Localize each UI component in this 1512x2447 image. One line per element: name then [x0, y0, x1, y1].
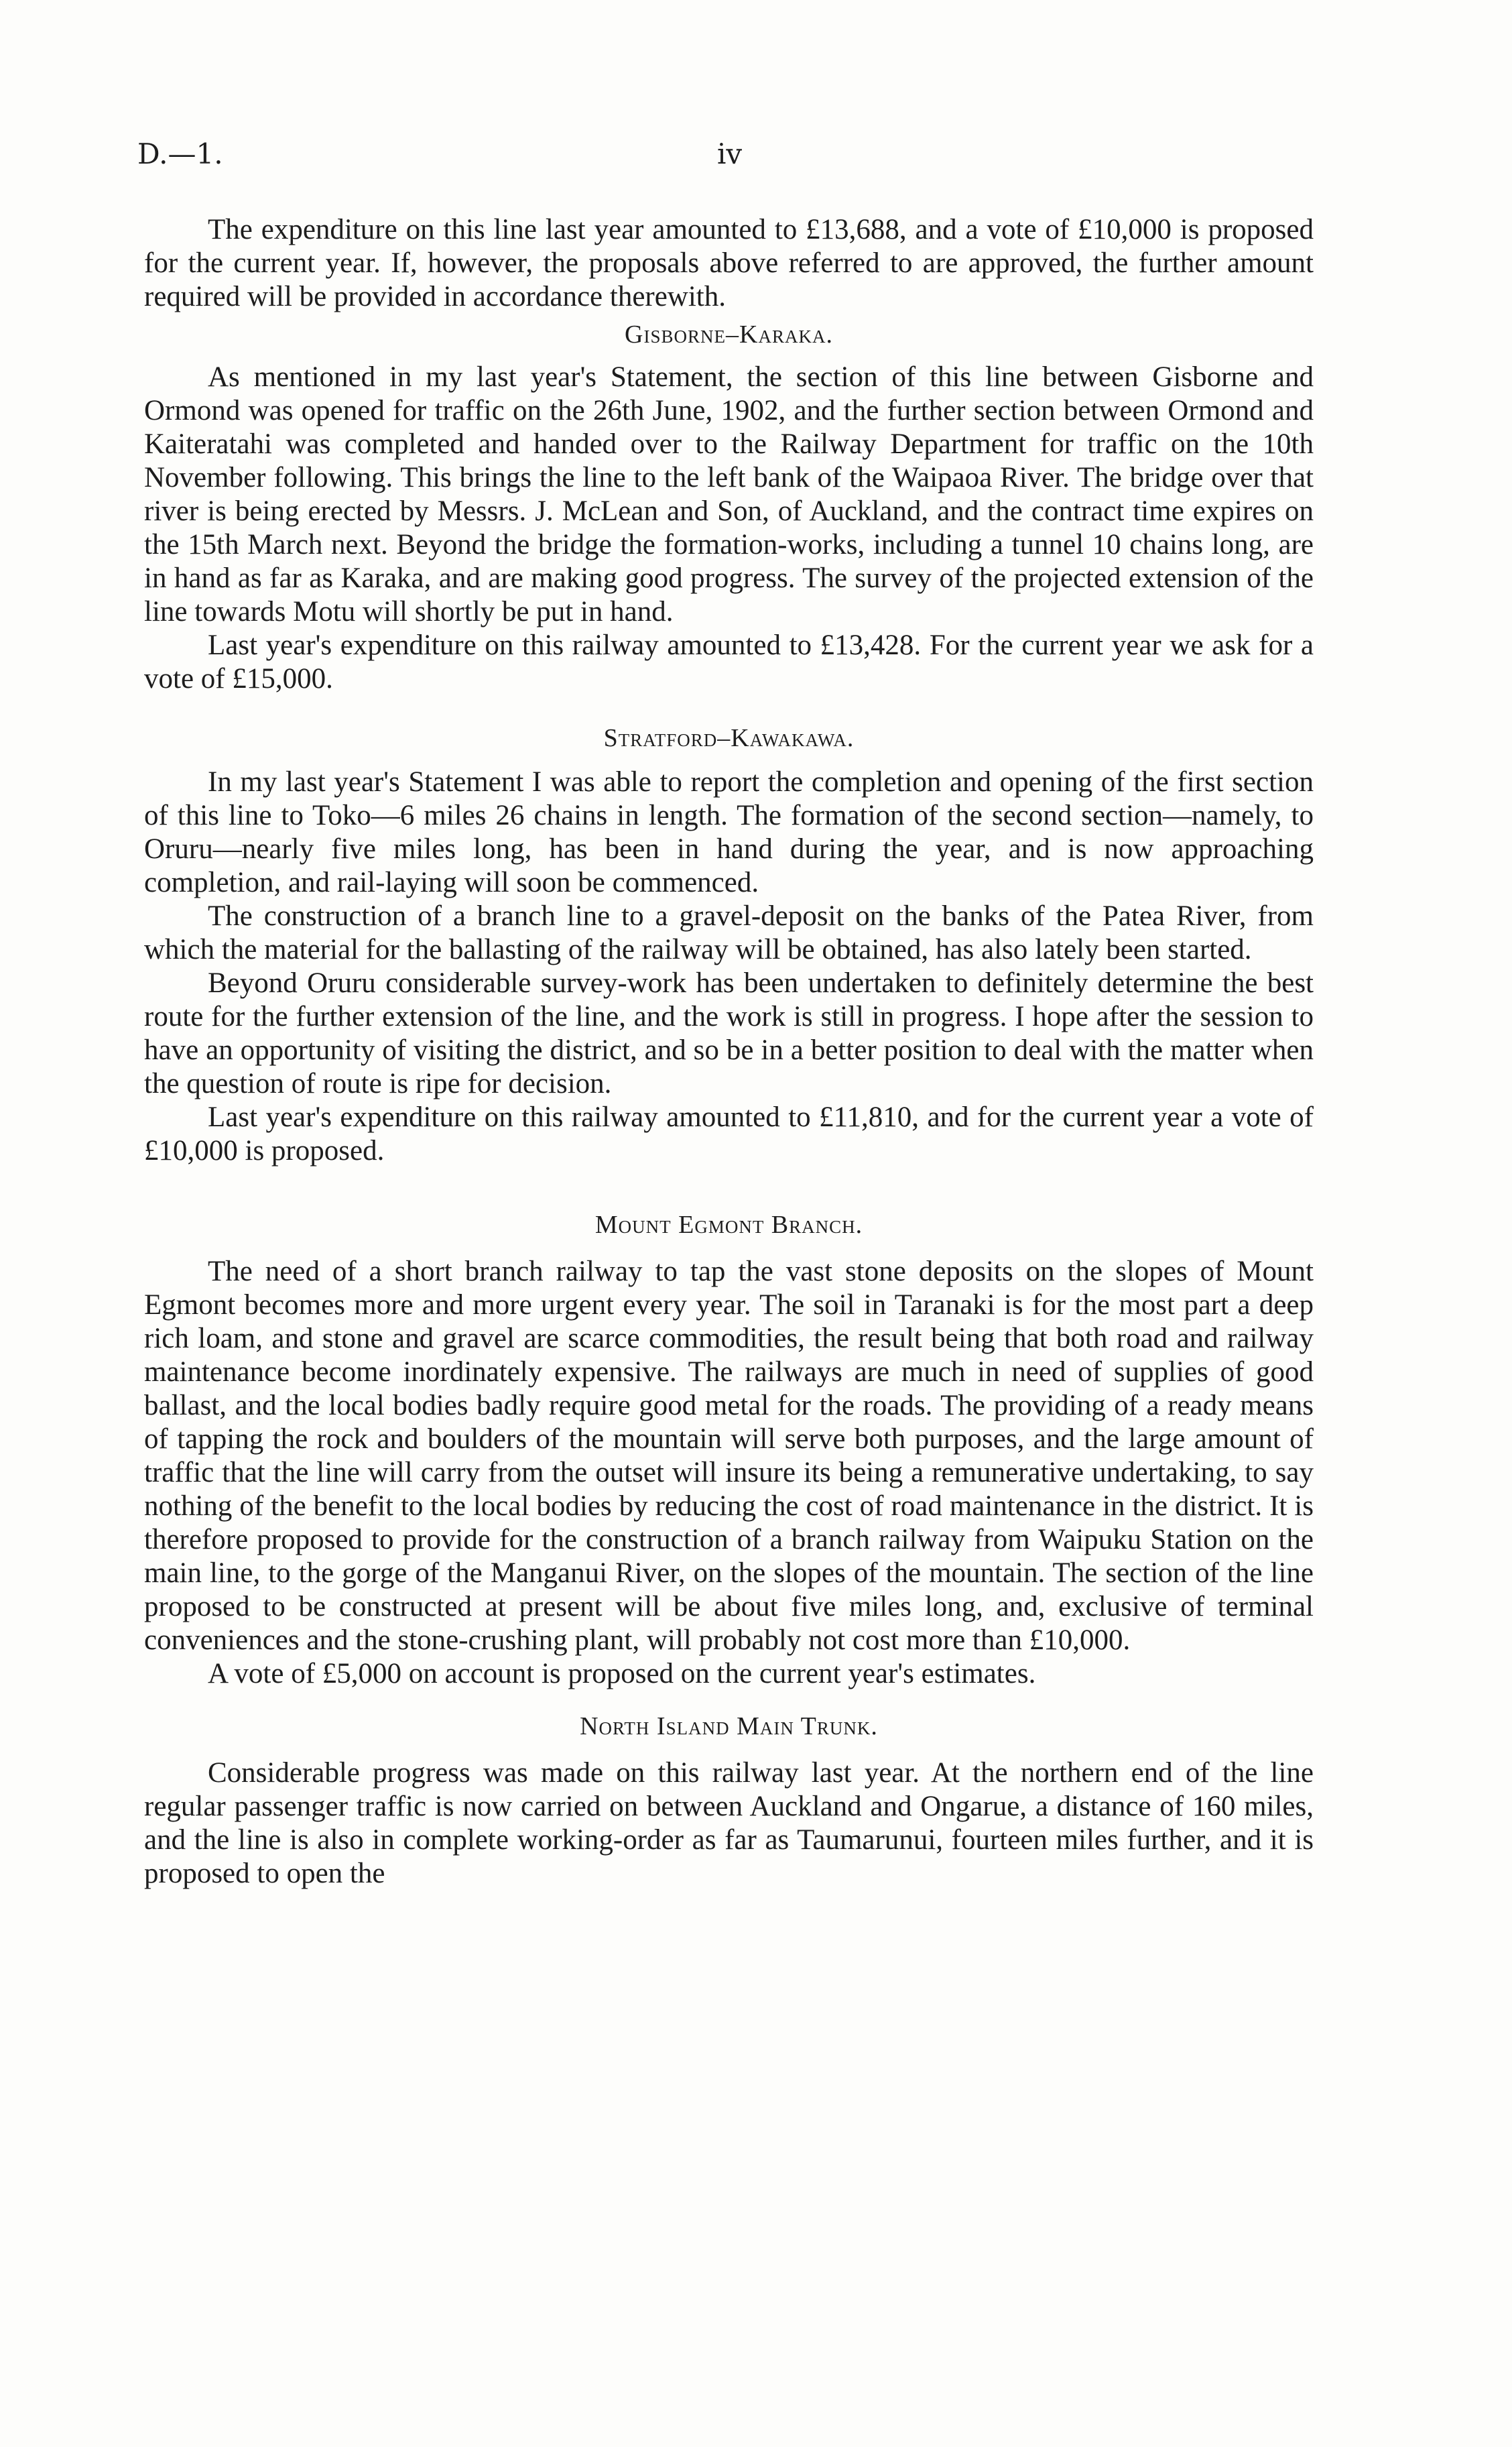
- section-heading-stratford-kawakawa: Stratford–Kawakawa.: [603, 724, 855, 752]
- paragraph: As mentioned in my last year's Statement, the section of this line between Gisborne and Ormond was opened for traffic on the 26th June, 1902, and the further section between Ormond and Kaiteratahi was completed and handed over to the Railway Department for traffic on the 10th November following. This brings the line to the left bank of the Waipaoa River. The bridge over that river is being erected by Messrs. J. McLean and Son, of Auckland, and the contract time expires on the 15th March next. Beyond the bridge the formation-works, including a tunnel 10 chains long, are in hand as far as Karaka, and are making good progress. The survey of the projected extension of the line towards Motu will shortly be put in hand.: [144, 361, 1314, 628]
- paragraph: The need of a short branch railway to tap the vast stone deposits on the slopes of Mount Egmont becomes more and more urgent every year. The soil in Taranaki is for the most part a deep rich loam, and stone and gravel are scarce commodities, the result being that both road and railway maintenance become inordinately expensive. The railways are much in need of supplies of good ballast, and the local bodies badly require good metal for the roads. The providing of a ready means of tapping the rock and boulders of the mountain will serve both purposes, and the large amount of traffic that the line will carry from the outset will insure its being a remunerative undertaking, to say nothing of the benefit to the local bodies by reducing the cost of road maintenance in the district. It is therefore proposed to provide for the construction of a branch railway from Waipuku Station on the main line, to the gorge of the Manganui River, on the slopes of the mountain. The section of the line proposed to be constructed at present will be about five miles long, and, exclusive of terminal conveniences and the stone-crushing plant, will probably not cost more than £10,000.: [144, 1256, 1314, 1656]
- paragraph: The construction of a branch line to a gravel-deposit on the banks of the Patea River, from which the material for the ballasting of the railway will be obtained, has also lately been started.: [144, 900, 1314, 965]
- page-number: iv: [717, 137, 743, 170]
- paragraph: In my last year's Statement I was able to report the completion and opening of the first section of this line to Toko—6 miles 26 chains in length. The formation of the second section—namely, to Oruru—nearly five miles long, has been in hand during the year, and is now approaching completion, and rail-laying will soon be commenced.: [144, 766, 1314, 898]
- paragraph: Considerable progress was made on this railway last year. At the northern end of the line regular passenger traffic is now carried on between Auckland and Ongarue, a distance of 160 miles, and the line is also in complete working-order as far as Taumarunui, fourteen miles further, and it is proposed to open the: [144, 1757, 1314, 1889]
- paragraph: Last year's expenditure on this railway amounted to £13,428. For the current year we ask for a vote of £15,000.: [144, 630, 1314, 695]
- paragraph: A vote of £5,000 on account is proposed on the current year's estimates.: [208, 1658, 1036, 1689]
- paragraph: Last year's expenditure on this railway amounted to £11,810, and for the current year a vote of £10,000 is proposed.: [144, 1101, 1314, 1167]
- page-header: [137, 137, 1371, 178]
- paragraph: Beyond Oruru considerable survey-work has been undertaken to definitely determine the best route for the further extension of the line, and the work is still in progress. I hope after the session to have an opportunity of visiting the district, and so be in a better position to deal with the matter when the question of route is ripe for decision.: [144, 967, 1314, 1099]
- document-body: [144, 213, 1314, 1891]
- section-heading-mount-egmont-branch: Mount Egmont Branch.: [594, 1211, 863, 1239]
- document-reference: D.—1.: [137, 137, 223, 170]
- section-heading-gisborne-karaka: Gisborne–Karaka.: [625, 320, 833, 349]
- paragraph: The expenditure on this line last year amounted to £13,688, and a vote of £10,000 is proposed for the current year. If, however, the proposals above referred to are approved, the further amount required will be provided in accordance therewith.: [144, 214, 1314, 312]
- section-heading-north-island-main-trunk: North Island Main Trunk.: [580, 1712, 878, 1740]
